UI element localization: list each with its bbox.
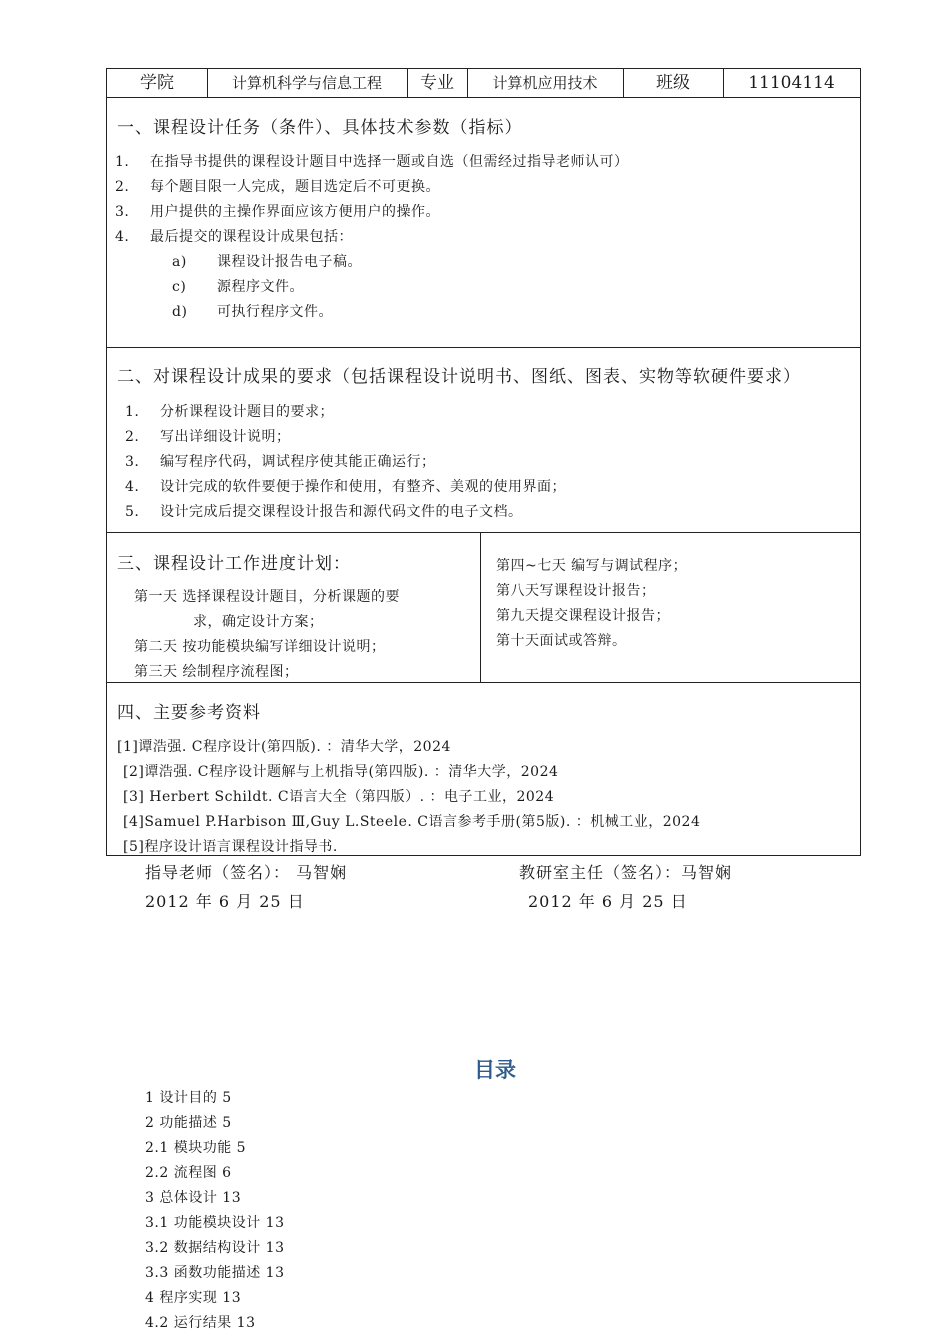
- row-divider: [107, 347, 860, 348]
- section3-title: 三、课程设计工作进度计划：: [117, 554, 351, 574]
- schedule-left-line: 第三天 绘制程序流程图；: [134, 664, 299, 680]
- toc-title: 目录: [474, 1058, 516, 1082]
- section2-item: 5. 设计完成后提交课程设计报告和源代码文件的电子文档。: [125, 504, 523, 520]
- reference-item: [1]谭浩强. C程序设计(第四版). ：清华大学，2024: [117, 739, 451, 755]
- toc-item[interactable]: 4 程序实现 13: [145, 1290, 242, 1306]
- section1-item: 2. 每个题目限一人完成，题目选定后不可更换。: [115, 179, 440, 195]
- section2-item: 1. 分析课程设计题目的要求；: [125, 404, 334, 420]
- advisor-signature: 指导老师（签名）： 马智娴: [145, 863, 348, 882]
- schedule-right-line: 第四~七天 编写与调试程序；: [496, 558, 688, 574]
- toc-item[interactable]: 2.2 流程图 6: [145, 1165, 232, 1181]
- director-date: 2012 年 6 月 25 日: [528, 892, 688, 911]
- college-label: 学院: [140, 73, 174, 93]
- task-table: [106, 68, 861, 856]
- section2-item: 4. 设计完成的软件要便于操作和使用，有整齐、美观的使用界面；: [125, 479, 566, 495]
- major-label: 专业: [420, 73, 454, 93]
- toc-item[interactable]: 3 总体设计 13: [145, 1190, 242, 1206]
- toc-item[interactable]: 3.2 数据结构设计 13: [145, 1240, 285, 1256]
- college-value: 计算机科学与信息工程: [231, 74, 382, 92]
- major-value: 计算机应用技术: [492, 74, 598, 92]
- toc-item[interactable]: 4.2 运行结果 13: [145, 1315, 256, 1331]
- schedule-left-line: 求，确定设计方案；: [193, 614, 324, 630]
- reference-item: [4]Samuel P.Harbison Ⅲ,Guy L.Steele. C语言参考手册(第5版). ：机械工业，2024: [123, 814, 701, 830]
- section2-item: 2. 写出详细设计说明；: [125, 429, 291, 445]
- toc-item[interactable]: 2.1 模块功能 5: [145, 1140, 247, 1156]
- section1-title: 一、课程设计任务（条件）、具体技术参数（指标）: [117, 118, 523, 138]
- class-label: 班级: [656, 73, 690, 93]
- advisor-date: 2012 年 6 月 25 日: [145, 892, 305, 911]
- section1-item: 4. 最后提交的课程设计成果包括：: [115, 229, 353, 245]
- section1-item: 1. 在指导书提供的课程设计题目中选择一题或自选（但需经过指导老师认可）: [115, 154, 629, 170]
- section4-title: 四、主要参考资料: [117, 703, 261, 723]
- section1-item: 3. 用户提供的主操作界面应该方便用户的操作。: [115, 204, 440, 220]
- toc-item[interactable]: 2 功能描述 5: [145, 1115, 232, 1131]
- row-divider: [107, 97, 860, 98]
- section2-item: 3. 编写程序代码，调试程序使其能正确运行；: [125, 454, 436, 470]
- section1-subitem: d) 可执行程序文件。: [172, 304, 333, 320]
- schedule-right-line: 第十天面试或答辩。: [496, 633, 627, 649]
- director-signature: 教研室主任（签名）：马智娴: [519, 863, 733, 882]
- column-divider: [480, 532, 481, 682]
- schedule-right-line: 第九天提交课程设计报告；: [496, 608, 670, 624]
- schedule-left-line: 第一天 选择课程设计题目，分析课题的要: [134, 589, 400, 605]
- reference-item: [2]谭浩强. C程序设计题解与上机指导(第四版). ：清华大学，2024: [123, 764, 559, 780]
- toc-item[interactable]: 1 设计目的 5: [145, 1090, 232, 1106]
- reference-item: [5]程序设计语言课程设计指导书.: [123, 839, 338, 855]
- class-value: 11104114: [748, 73, 835, 93]
- section2-title: 二、对课程设计成果的要求（包括课程设计说明书、图纸、图表、实物等软硬件要求）: [117, 367, 801, 387]
- section1-subitem: a) 课程设计报告电子稿。: [172, 254, 362, 270]
- row-divider: [107, 532, 860, 533]
- reference-item: [3] Herbert Schildt. C语言大全（第四版）. ：电子工业，2024: [123, 789, 555, 805]
- schedule-left-line: 第二天 按功能模块编写详细设计说明；: [134, 639, 386, 655]
- row-divider: [107, 682, 860, 683]
- schedule-right-line: 第八天写课程设计报告；: [496, 583, 656, 599]
- toc-item[interactable]: 3.3 函数功能描述 13: [145, 1265, 285, 1281]
- section1-subitem: c) 源程序文件。: [172, 279, 304, 295]
- toc-item[interactable]: 3.1 功能模块设计 13: [145, 1215, 285, 1231]
